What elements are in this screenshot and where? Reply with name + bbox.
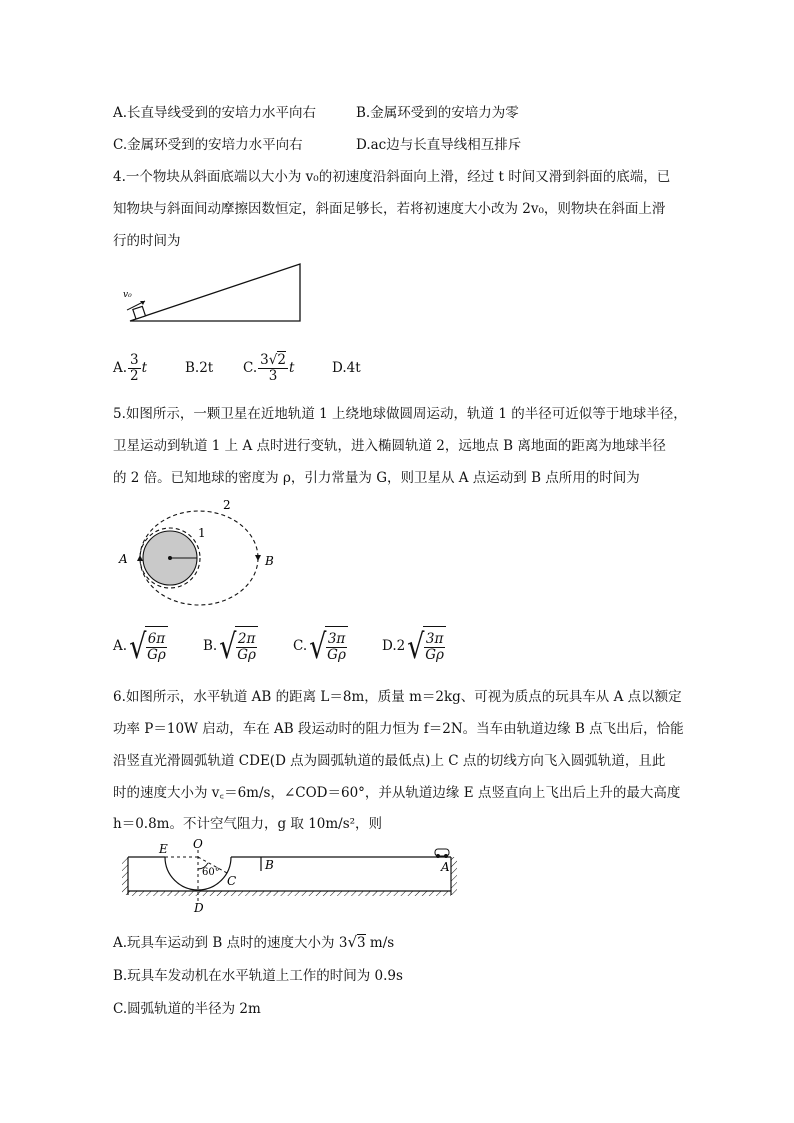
q5-option-a-numerator: 6π xyxy=(147,631,166,647)
q5-option-c-numerator: 3π xyxy=(327,631,346,647)
q5-option-c-prefix: C. xyxy=(293,638,308,654)
ground-hatch xyxy=(128,891,451,896)
q5-option-a xyxy=(113,626,168,667)
q4-option-a-denominator: 2 xyxy=(130,368,139,384)
q4-option-c xyxy=(243,348,294,388)
q4-option-c-fraction xyxy=(258,353,288,384)
q3-option-c: C.金属环受到的安培力水平向右 xyxy=(113,137,303,153)
q5-option-c-denominator: Gρ xyxy=(327,647,346,663)
q6-fig-label-o: O xyxy=(193,837,203,851)
q5-option-d-sqrt: √ $\frac{3\pi}{G\rho}$ xyxy=(405,626,446,667)
q4-option-a xyxy=(113,348,147,388)
q6-option-c: C.圆弧轨道的半径为 2m xyxy=(113,1001,261,1017)
q5-fig-label-a: A xyxy=(119,552,128,566)
q5-option-b-numerator: 2π xyxy=(237,631,256,647)
q4-option-c-numerator: 3√2 xyxy=(260,352,286,368)
q4-stem-line1: 4.一个物块从斜面底端以大小为 v₀的初速度沿斜面向上滑，经过 t 时间又滑到斜面的底端，已 xyxy=(113,169,671,185)
q5-option-c xyxy=(293,626,348,667)
q5-stem-line1: 5.如图所示，一颗卫星在近地轨道 1 上绕地球做圆周运动，轨道 1 的半径可近似等于地球半径， xyxy=(113,406,687,422)
q6-fig-label-d: D xyxy=(194,901,204,915)
q6-option-a: A.玩具车运动到 B 点时的速度大小为 3√3 m/s xyxy=(113,933,395,951)
q3-option-a: A.长直导线受到的安培力水平向右 xyxy=(113,105,317,121)
q4-option-c-prefix: C. xyxy=(243,360,258,376)
q6-stem-line1: 6.如图所示，水平轨道 AB 的距离 L＝8m，质量 m＝2kg、可视为质点的玩具车从 A 点以额定 xyxy=(113,689,682,705)
q5-fig-label-orbit1: 1 xyxy=(198,526,206,540)
q4-option-a-fraction xyxy=(128,353,141,384)
q4-option-a-variable: t xyxy=(141,360,148,376)
point-a-arrow-icon xyxy=(137,555,143,561)
q5-stem-line2: 卫星运动到轨道 1 上 A 点时进行变轨，进入椭圆轨道 2，远地点 B 离地面的距离为地球半径 xyxy=(113,438,666,454)
left-wall xyxy=(122,857,128,895)
q3-option-b: B.金属环受到的安培力为零 xyxy=(356,105,519,121)
q6-stem-line5: h＝0.8m。不计空气阻力，g 取 10m/s²，则 xyxy=(113,816,383,832)
q6-stem-line4: 时的速度大小为 v꜀＝6m/s，∠COD＝60°，并从轨道边缘 E 点竖直向上飞出后上升的最大高度 xyxy=(113,785,681,801)
q5-option-a-denominator: Gρ xyxy=(147,647,166,663)
q4-option-c-denominator: 3 xyxy=(268,368,278,384)
arc-track-cde xyxy=(165,857,231,890)
point-b-arrow-icon xyxy=(255,555,261,561)
q5-option-d xyxy=(382,626,446,667)
q6-stem-line3: 沿竖直光滑圆弧轨道 CDE(D 点为圆弧轨道的最低点)上 C 点的切线方向飞入圆弧轨道，且此 xyxy=(113,753,666,769)
q4-option-a-prefix: A. xyxy=(113,360,128,376)
q5-option-b-prefix: B. xyxy=(203,638,218,654)
q6-option-b: B.玩具车发动机在水平轨道上工作的时间为 0.9s xyxy=(113,968,403,984)
q6-fig-label-a: A xyxy=(441,860,450,874)
incline-triangle xyxy=(130,264,300,321)
q5-orbit-figure xyxy=(115,497,285,609)
q4-stem-line2: 知物块与斜面间动摩擦因数恒定，斜面足够长，若将初速度大小改为 2v₀，则物块在斜面上滑 xyxy=(113,201,666,217)
q4-fig-v0-label: v₀ xyxy=(123,290,132,300)
q6-fig-label-c: C xyxy=(227,874,237,888)
q5-option-d-prefix: D.2 xyxy=(382,638,406,654)
q5-option-d-numerator: 3π xyxy=(425,631,444,647)
q6-fig-label-angle: 60° xyxy=(202,867,220,878)
q4-option-c-coefficient: 3 xyxy=(260,352,269,368)
q5-option-b-denominator: Gρ xyxy=(237,647,256,663)
q4-incline-figure xyxy=(115,258,315,330)
q5-option-a-prefix: A. xyxy=(113,638,128,654)
q6-fig-label-e: E xyxy=(159,842,168,856)
q6-stem-line2: 功率 P＝10W 启动，车在 AB 段运动时的阻力恒为 f＝2N。当车由轨道边缘 B 点飞出后，恰能 xyxy=(113,721,684,737)
q5-option-a-sqrt: √ $\frac{6\pi}{G\rho}$ xyxy=(127,626,168,667)
q4-stem-line3: 行的时间为 xyxy=(113,233,181,249)
q4-option-b: B.2t xyxy=(185,360,214,376)
q5-option-d-denominator: Gρ xyxy=(425,647,444,663)
q5-stem-line3: 的 2 倍。已知地球的密度为 ρ，引力常量为 G，则卫星从 A 点运动到 B 点所用的时间为 xyxy=(113,470,640,486)
q6-option-a-radicand: 3 xyxy=(357,935,366,951)
q6-option-a-prefix: A.玩具车运动到 B 点时的速度大小为 3 xyxy=(113,935,348,951)
q4-option-d: D.4t xyxy=(332,360,361,376)
q4-option-a-numerator: 3 xyxy=(130,352,139,368)
q5-option-b-sqrt: √ $\frac{2\pi}{G\rho}$ xyxy=(217,626,258,667)
q4-option-c-radicand: 2 xyxy=(277,352,286,368)
q5-fig-label-orbit2: 2 xyxy=(223,498,231,512)
q5-option-c-sqrt: √ $\frac{3\pi}{G\rho}$ xyxy=(307,626,348,667)
right-wall xyxy=(451,857,457,895)
q6-track-figure xyxy=(115,835,465,915)
q5-option-b xyxy=(203,626,258,667)
q4-option-c-variable: t xyxy=(288,360,295,376)
q6-option-a-unit: m/s xyxy=(369,935,395,951)
q3-option-d: D.ac边与长直导线相互排斥 xyxy=(356,137,522,153)
q5-fig-label-b: B xyxy=(265,554,274,568)
q6-fig-label-b: B xyxy=(265,858,274,872)
